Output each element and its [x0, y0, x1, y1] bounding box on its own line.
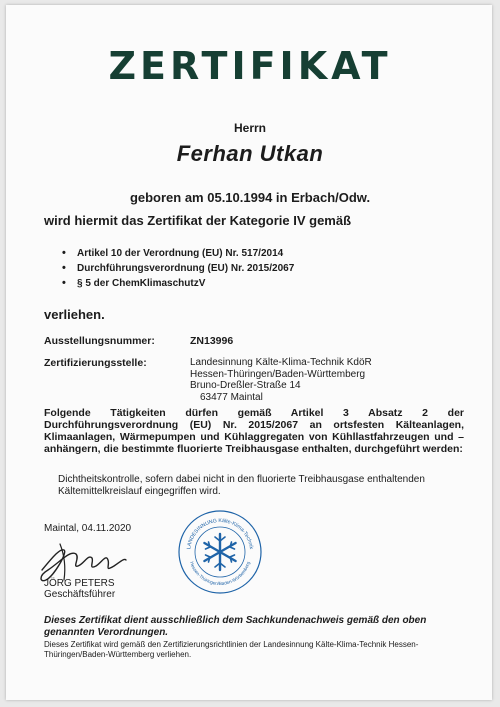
address-line: Hessen-Thüringen/Baden-Württemberg [190, 368, 366, 380]
disclaimer: Dieses Zertifikat dient ausschließlich dem Sachkundenachweis gemäß den oben genannten Verordnungen. [44, 615, 427, 638]
bullet-icon: • [62, 262, 66, 274]
bullet-icon: • [62, 277, 66, 289]
activity-detail: Dichtheitskontrolle, sofern dabei nicht in den fluorierte Treibhausgase enthaltenden Kältemittelkreislauf eingegriffen wird. [58, 474, 425, 497]
salutation: Herrn [233, 121, 266, 135]
birth-line: geboren am 05.10.1994 in Erbach/Odw. [129, 190, 371, 205]
seal-bottom-text: Hessen-Thüringen/Baden-Württemberg [189, 560, 251, 587]
seal-top-text: LANDESINNUNG Kälte-Klima-Technik [186, 517, 254, 550]
recipient-name: Ferhan Utkan [176, 141, 324, 166]
issue-number-value: ZN13996 [190, 335, 234, 347]
footnote: Dieses Zertifikat wird gemäß den Zertifizierungsrichtlinien der Landesinnung Kälte-Klima-Technik Hessen-Thüringen/Baden-Württemberg verliehen. [44, 640, 419, 659]
signer-role: Geschäftsführer [44, 589, 116, 600]
place-date: Maintal, 04.11.2020 [44, 523, 132, 534]
list-item: • Artikel 10 der Verordnung (EU) Nr. 517/2014 [62, 247, 284, 259]
certificate-title: ZERTIFIKAT [108, 44, 392, 88]
address-line: 63477 Maintal [200, 391, 263, 403]
issue-number-label: Ausstellungsnummer: [44, 335, 155, 347]
address-line: Bruno-Dreßler-Straße 14 [190, 380, 301, 391]
activities-paragraph: Folgende Tätigkeiten dürfen gemäß Artikel 3 Absatz 2 der Durchführungsverordnung (EU) Nr. 2015/2067 an ortsfesten Kälteanlagen, Klimaanlagen, Wärmepumpen und Kühlaggregaten von Kühllastfahrzeugen und –anhängern, die bestimmte fluorierte Treibhausgase enthalten, durchgeführt werden: [44, 407, 464, 455]
list-item: • Durchführungsverordnung (EU) Nr. 2015/2067 [62, 262, 295, 274]
signer-name: JÖRG PETERS [44, 578, 115, 589]
certifier-address [190, 357, 372, 403]
address-line: Landesinnung Kälte-Klima-Technik KdöR [190, 357, 372, 368]
granted-text: verliehen. [44, 307, 105, 322]
snowflake-icon [204, 534, 235, 570]
signature-image [30, 536, 130, 584]
certificate-statement: wird hiermit das Zertifikat der Kategorie IV gemäß [44, 213, 352, 228]
guild-seal-stamp [177, 509, 263, 595]
certifier-label: Zertifizierungsstelle: [44, 357, 147, 369]
regulation-list [62, 246, 294, 291]
list-item: • § 5 der ChemKlimaschutzV [62, 277, 206, 289]
bullet-icon: • [62, 247, 66, 259]
